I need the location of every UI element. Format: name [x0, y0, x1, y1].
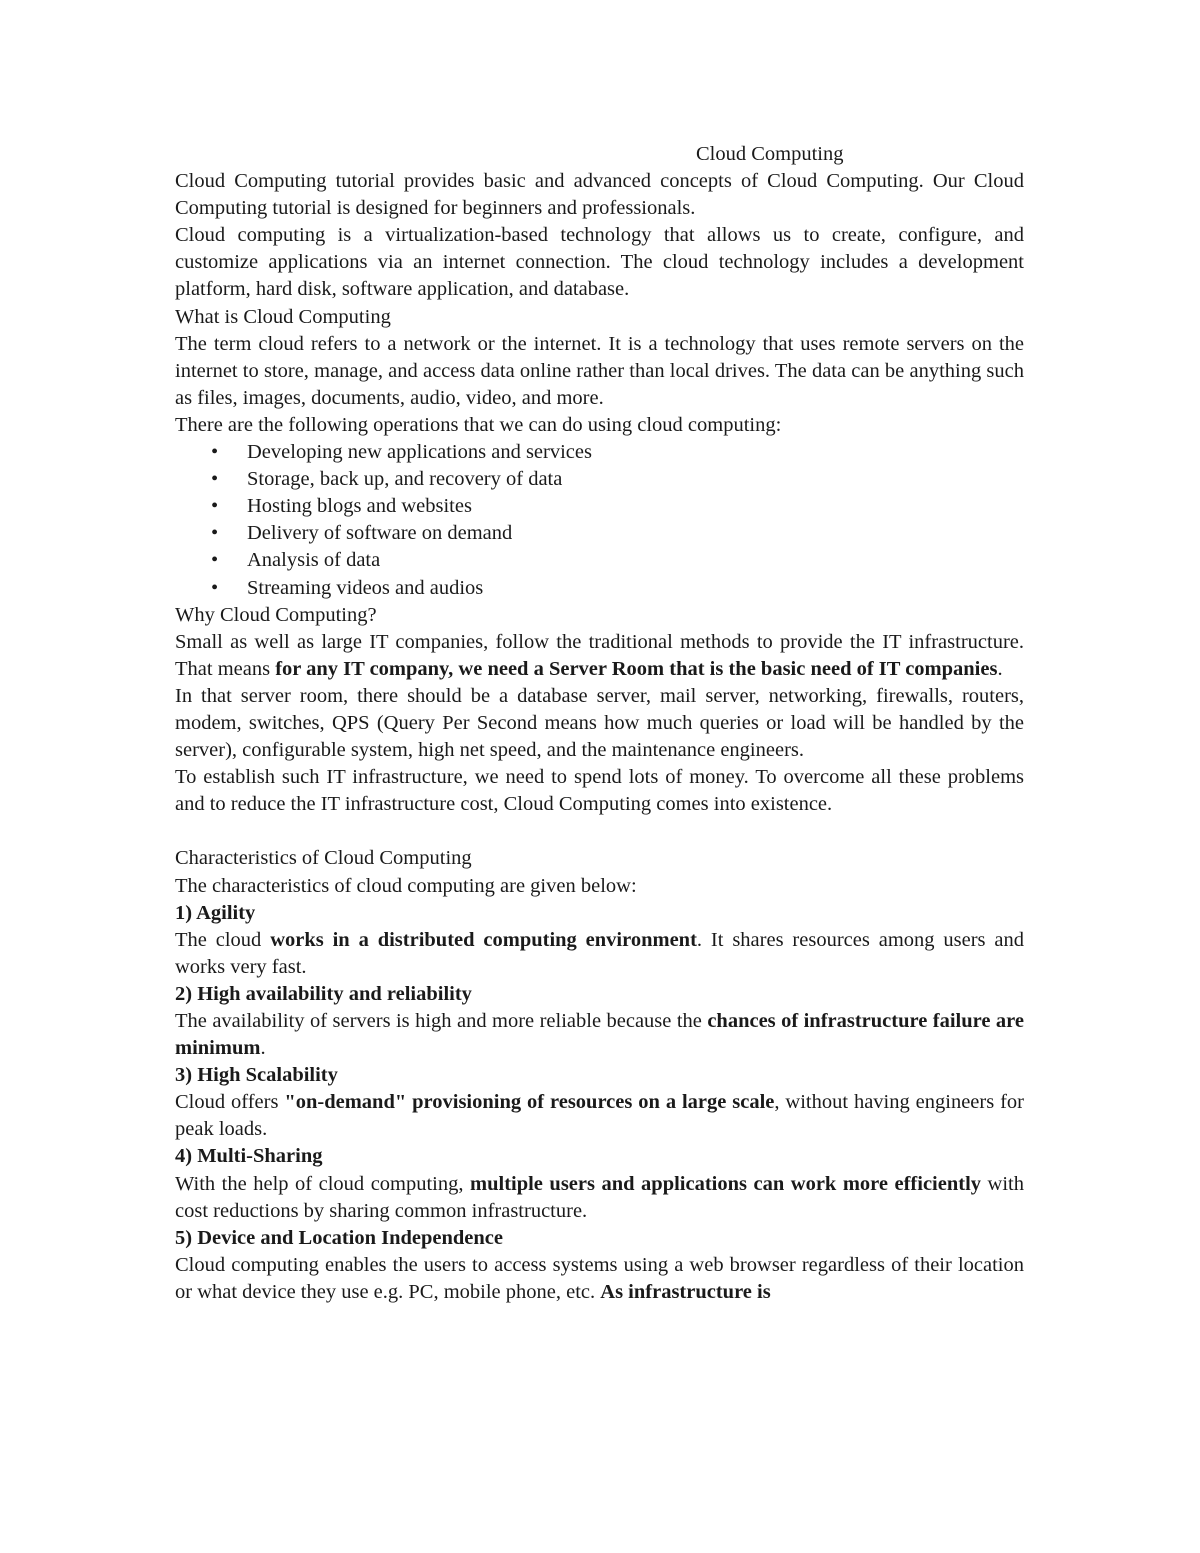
characteristic-3-text: Cloud offers "on-demand" provisioning of resources on a large scale, without having engineers for peak loads.: [175, 1091, 1025, 1141]
characteristic-2-heading: 2) High availability and reliability: [175, 982, 472, 1005]
characteristics-heading: Characteristics of Cloud Computing: [175, 847, 472, 870]
why-paragraph-1: Small as well as large IT companies, follow the traditional methods to provide the IT infrastructure. That means for any IT company, we need a Server Room that is the basic need of IT companies.: [175, 630, 1024, 680]
what-is-paragraph-2: There are the following operations that we can do using cloud computing:: [175, 413, 782, 436]
why-heading: Why Cloud Computing?: [175, 603, 377, 626]
bullet-icon: •: [211, 522, 219, 545]
list-item: • Hosting blogs and websites: [211, 493, 1024, 520]
characteristic-4-heading: 4) Multi-Sharing: [175, 1145, 323, 1168]
list-item: • Streaming videos and audios: [211, 575, 1024, 602]
characteristics-intro: The characteristics of cloud computing are given below:: [175, 874, 637, 897]
why-paragraph-3: To establish such IT infrastructure, we need to spend lots of money. To overcome all these problems and to reduce the IT infrastructure cost, Cloud Computing comes into existence.: [175, 766, 1024, 816]
bullet-icon: •: [211, 576, 219, 599]
list-item: • Storage, back up, and recovery of data: [211, 466, 1024, 493]
list-item: • Delivery of software on demand: [211, 520, 1024, 547]
intro-paragraph-2: Cloud computing is a virtualization-based technology that allows us to create, configure, and customize applications via an internet connection. The cloud technology includes a development platform, hard disk, software application, and database.: [175, 224, 1024, 301]
intro-paragraph-1: Cloud Computing tutorial provides basic and advanced concepts of Cloud Computing. Our Cloud Computing tutorial is designed for beginners and professionals.: [175, 170, 1024, 220]
document-page: [175, 141, 1024, 1306]
bullet-icon: •: [211, 549, 219, 572]
characteristic-3-heading: 3) High Scalability: [175, 1064, 338, 1087]
bullet-icon: •: [211, 441, 219, 464]
bullet-icon: •: [211, 468, 219, 491]
blank-line: [175, 818, 1024, 845]
characteristic-2-text: The availability of servers is high and more reliable because the chances of infrastructure failure are minimum.: [175, 1010, 1024, 1060]
characteristic-1-heading: 1) Agility: [175, 901, 256, 924]
characteristic-1-text: The cloud works in a distributed computing environment. It shares resources among users and works very fast.: [175, 928, 1025, 978]
list-item: • Developing new applications and services: [211, 439, 1024, 466]
page-title: Cloud Computing: [696, 143, 844, 165]
list-item: • Analysis of data: [211, 547, 1024, 574]
why-paragraph-2: In that server room, there should be a database server, mail server, networking, firewalls, routers, modem, switches, QPS (Query Per Second means how much queries or load will be handled by the server), configurable system, high net speed, and the maintenance engineers.: [175, 684, 1024, 762]
characteristic-5-heading: 5) Device and Location Independence: [175, 1226, 503, 1249]
characteristic-4-text: With the help of cloud computing, multiple users and applications can work more efficiently with cost reductions by sharing common infrastructure.: [175, 1172, 1024, 1222]
what-is-paragraph-1: The term cloud refers to a network or the internet. It is a technology that uses remote servers on the internet to store, manage, and access data online rather than local drives. The data can be anything such as files, images, documents, audio, video, and more.: [175, 332, 1024, 409]
characteristic-5-text: Cloud computing enables the users to access systems using a web browser regardless of their location or what device they use e.g. PC, mobile phone, etc. As infrastructure is: [175, 1253, 1024, 1303]
what-is-heading: What is Cloud Computing: [175, 305, 391, 328]
bullet-icon: •: [211, 495, 219, 518]
operations-list: [175, 439, 1024, 602]
